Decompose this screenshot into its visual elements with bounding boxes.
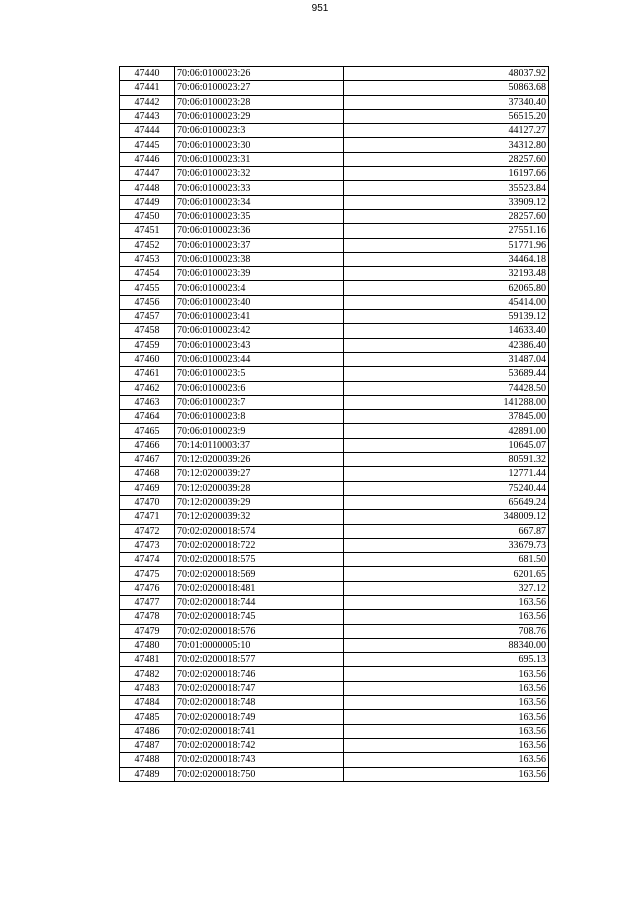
table-row xyxy=(120,310,549,324)
cadastral-number-cell: 70:06:0100023:33 xyxy=(175,181,344,195)
table-row xyxy=(120,367,549,381)
row-number-cell: 47471 xyxy=(120,510,175,524)
table-row xyxy=(120,167,549,181)
row-number-cell: 47441 xyxy=(120,81,175,95)
cadastral-number-cell: 70:02:0200018:746 xyxy=(175,667,344,681)
cadastral-number-cell: 70:12:0200039:29 xyxy=(175,495,344,509)
table-row xyxy=(120,352,549,366)
table-row xyxy=(120,224,549,238)
row-number-cell: 47472 xyxy=(120,524,175,538)
value-cell: 33679.73 xyxy=(344,538,549,552)
row-number-cell: 47460 xyxy=(120,352,175,366)
table-row xyxy=(120,424,549,438)
value-cell: 56515.20 xyxy=(344,109,549,123)
row-number-cell: 47484 xyxy=(120,696,175,710)
table-row xyxy=(120,681,549,695)
row-number-cell: 47462 xyxy=(120,381,175,395)
table-row xyxy=(120,295,549,309)
table-row xyxy=(120,710,549,724)
value-cell: 62065.80 xyxy=(344,281,549,295)
value-cell: 53689.44 xyxy=(344,367,549,381)
table-row xyxy=(120,195,549,209)
table-row xyxy=(120,753,549,767)
cadastral-number-cell: 70:06:0100023:41 xyxy=(175,310,344,324)
cadastral-number-cell: 70:06:0100023:42 xyxy=(175,324,344,338)
value-cell: 163.56 xyxy=(344,753,549,767)
value-cell: 16197.66 xyxy=(344,167,549,181)
table-row xyxy=(120,109,549,123)
table-row xyxy=(120,267,549,281)
value-cell: 48037.92 xyxy=(344,67,549,81)
row-number-cell: 47457 xyxy=(120,310,175,324)
cadastral-number-cell: 70:02:0200018:743 xyxy=(175,753,344,767)
value-cell: 88340.00 xyxy=(344,638,549,652)
value-cell: 10645.07 xyxy=(344,438,549,452)
value-cell: 42891.00 xyxy=(344,424,549,438)
table-row xyxy=(120,324,549,338)
cadastral-number-cell: 70:02:0200018:749 xyxy=(175,710,344,724)
cadastral-number-cell: 70:02:0200018:574 xyxy=(175,524,344,538)
cadastral-number-cell: 70:06:0100023:29 xyxy=(175,109,344,123)
row-number-cell: 47446 xyxy=(120,152,175,166)
row-number-cell: 47478 xyxy=(120,610,175,624)
row-number-cell: 47463 xyxy=(120,395,175,409)
row-number-cell: 47452 xyxy=(120,238,175,252)
cadastral-number-cell: 70:02:0200018:569 xyxy=(175,567,344,581)
value-cell: 695.13 xyxy=(344,653,549,667)
value-cell: 163.56 xyxy=(344,667,549,681)
table-row xyxy=(120,181,549,195)
table-row xyxy=(120,738,549,752)
table-row xyxy=(120,209,549,223)
table-row xyxy=(120,138,549,152)
row-number-cell: 47488 xyxy=(120,753,175,767)
cadastral-number-cell: 70:02:0200018:722 xyxy=(175,538,344,552)
value-cell: 45414.00 xyxy=(344,295,549,309)
value-cell: 75240.44 xyxy=(344,481,549,495)
value-cell: 80591.32 xyxy=(344,453,549,467)
value-cell: 163.56 xyxy=(344,595,549,609)
cadastral-number-cell: 70:02:0200018:745 xyxy=(175,610,344,624)
table-row xyxy=(120,553,549,567)
table-row xyxy=(120,338,549,352)
row-number-cell: 47444 xyxy=(120,124,175,138)
table-row xyxy=(120,481,549,495)
cadastral-number-cell: 70:02:0200018:742 xyxy=(175,738,344,752)
cadastral-number-cell: 70:06:0100023:8 xyxy=(175,410,344,424)
value-cell: 708.76 xyxy=(344,624,549,638)
data-table xyxy=(119,66,549,782)
value-cell: 141288.00 xyxy=(344,395,549,409)
cadastral-number-cell: 70:12:0200039:28 xyxy=(175,481,344,495)
table-row xyxy=(120,381,549,395)
row-number-cell: 47450 xyxy=(120,209,175,223)
row-number-cell: 47451 xyxy=(120,224,175,238)
cadastral-number-cell: 70:06:0100023:27 xyxy=(175,81,344,95)
table-row xyxy=(120,438,549,452)
value-cell: 327.12 xyxy=(344,581,549,595)
value-cell: 27551.16 xyxy=(344,224,549,238)
value-cell: 65649.24 xyxy=(344,495,549,509)
value-cell: 32193.48 xyxy=(344,267,549,281)
row-number-cell: 47449 xyxy=(120,195,175,209)
row-number-cell: 47468 xyxy=(120,467,175,481)
cadastral-number-cell: 70:06:0100023:6 xyxy=(175,381,344,395)
cadastral-number-cell: 70:02:0200018:576 xyxy=(175,624,344,638)
table-row xyxy=(120,595,549,609)
row-number-cell: 47474 xyxy=(120,553,175,567)
cadastral-number-cell: 70:12:0200039:26 xyxy=(175,453,344,467)
row-number-cell: 47440 xyxy=(120,67,175,81)
value-cell: 14633.40 xyxy=(344,324,549,338)
cadastral-number-cell: 70:06:0100023:37 xyxy=(175,238,344,252)
cadastral-number-cell: 70:06:0100023:3 xyxy=(175,124,344,138)
cadastral-number-cell: 70:12:0200039:27 xyxy=(175,467,344,481)
row-number-cell: 47459 xyxy=(120,338,175,352)
value-cell: 74428.50 xyxy=(344,381,549,395)
cadastral-number-cell: 70:06:0100023:7 xyxy=(175,395,344,409)
cadastral-number-cell: 70:06:0100023:36 xyxy=(175,224,344,238)
row-number-cell: 47467 xyxy=(120,453,175,467)
cadastral-number-cell: 70:01:0000005:10 xyxy=(175,638,344,652)
row-number-cell: 47481 xyxy=(120,653,175,667)
value-cell: 667.87 xyxy=(344,524,549,538)
row-number-cell: 47477 xyxy=(120,595,175,609)
value-cell: 44127.27 xyxy=(344,124,549,138)
cadastral-number-cell: 70:02:0200018:577 xyxy=(175,653,344,667)
table-row xyxy=(120,567,549,581)
table-row xyxy=(120,667,549,681)
value-cell: 37340.40 xyxy=(344,95,549,109)
value-cell: 163.56 xyxy=(344,724,549,738)
value-cell: 31487.04 xyxy=(344,352,549,366)
row-number-cell: 47480 xyxy=(120,638,175,652)
cadastral-number-cell: 70:06:0100023:30 xyxy=(175,138,344,152)
row-number-cell: 47485 xyxy=(120,710,175,724)
value-cell: 35523.84 xyxy=(344,181,549,195)
table-row xyxy=(120,124,549,138)
value-cell: 681.50 xyxy=(344,553,549,567)
cadastral-number-cell: 70:06:0100023:35 xyxy=(175,209,344,223)
cadastral-number-cell: 70:06:0100023:40 xyxy=(175,295,344,309)
cadastral-number-cell: 70:02:0200018:750 xyxy=(175,767,344,781)
row-number-cell: 47455 xyxy=(120,281,175,295)
cadastral-number-cell: 70:06:0100023:44 xyxy=(175,352,344,366)
row-number-cell: 47482 xyxy=(120,667,175,681)
table-row xyxy=(120,638,549,652)
row-number-cell: 47470 xyxy=(120,495,175,509)
cadastral-number-cell: 70:02:0200018:747 xyxy=(175,681,344,695)
cadastral-number-cell: 70:02:0200018:575 xyxy=(175,553,344,567)
cadastral-number-cell: 70:06:0100023:5 xyxy=(175,367,344,381)
row-number-cell: 47442 xyxy=(120,95,175,109)
table-row xyxy=(120,767,549,781)
table-row xyxy=(120,624,549,638)
page-number: 951 xyxy=(311,3,329,14)
cadastral-number-cell: 70:06:0100023:34 xyxy=(175,195,344,209)
table-row xyxy=(120,252,549,266)
row-number-cell: 47487 xyxy=(120,738,175,752)
value-cell: 12771.44 xyxy=(344,467,549,481)
cadastral-number-cell: 70:06:0100023:39 xyxy=(175,267,344,281)
cadastral-number-cell: 70:06:0100023:43 xyxy=(175,338,344,352)
table-row xyxy=(120,281,549,295)
cadastral-number-cell: 70:06:0100023:4 xyxy=(175,281,344,295)
value-cell: 163.56 xyxy=(344,696,549,710)
cadastral-number-cell: 70:02:0200018:741 xyxy=(175,724,344,738)
value-cell: 37845.00 xyxy=(344,410,549,424)
row-number-cell: 47476 xyxy=(120,581,175,595)
table-row xyxy=(120,524,549,538)
table-row xyxy=(120,610,549,624)
row-number-cell: 47456 xyxy=(120,295,175,309)
table-row xyxy=(120,724,549,738)
value-cell: 163.56 xyxy=(344,710,549,724)
cadastral-number-cell: 70:14:0110003:37 xyxy=(175,438,344,452)
value-cell: 28257.60 xyxy=(344,152,549,166)
value-cell: 34312.80 xyxy=(344,138,549,152)
value-cell: 33909.12 xyxy=(344,195,549,209)
cadastral-number-cell: 70:06:0100023:32 xyxy=(175,167,344,181)
table-row xyxy=(120,395,549,409)
value-cell: 163.56 xyxy=(344,767,549,781)
row-number-cell: 47473 xyxy=(120,538,175,552)
row-number-cell: 47486 xyxy=(120,724,175,738)
row-number-cell: 47447 xyxy=(120,167,175,181)
cadastral-number-cell: 70:02:0200018:481 xyxy=(175,581,344,595)
table-row xyxy=(120,81,549,95)
row-number-cell: 47489 xyxy=(120,767,175,781)
row-number-cell: 47464 xyxy=(120,410,175,424)
cadastral-number-cell: 70:06:0100023:38 xyxy=(175,252,344,266)
cadastral-number-cell: 70:06:0100023:31 xyxy=(175,152,344,166)
row-number-cell: 47466 xyxy=(120,438,175,452)
table-row xyxy=(120,67,549,81)
row-number-cell: 47454 xyxy=(120,267,175,281)
cadastral-number-cell: 70:06:0100023:28 xyxy=(175,95,344,109)
table-row xyxy=(120,538,549,552)
table-row xyxy=(120,467,549,481)
value-cell: 42386.40 xyxy=(344,338,549,352)
value-cell: 34464.18 xyxy=(344,252,549,266)
row-number-cell: 47448 xyxy=(120,181,175,195)
value-cell: 163.56 xyxy=(344,738,549,752)
row-number-cell: 47469 xyxy=(120,481,175,495)
value-cell: 51771.96 xyxy=(344,238,549,252)
value-cell: 59139.12 xyxy=(344,310,549,324)
table-body xyxy=(120,67,549,782)
row-number-cell: 47445 xyxy=(120,138,175,152)
table-row xyxy=(120,653,549,667)
table-row xyxy=(120,696,549,710)
table-row xyxy=(120,238,549,252)
value-cell: 50863.68 xyxy=(344,81,549,95)
row-number-cell: 47475 xyxy=(120,567,175,581)
row-number-cell: 47443 xyxy=(120,109,175,123)
cadastral-number-cell: 70:02:0200018:748 xyxy=(175,696,344,710)
table-row xyxy=(120,95,549,109)
table-row xyxy=(120,510,549,524)
value-cell: 28257.60 xyxy=(344,209,549,223)
value-cell: 348009.12 xyxy=(344,510,549,524)
row-number-cell: 47461 xyxy=(120,367,175,381)
row-number-cell: 47458 xyxy=(120,324,175,338)
cadastral-number-cell: 70:02:0200018:744 xyxy=(175,595,344,609)
table-row xyxy=(120,410,549,424)
value-cell: 6201.65 xyxy=(344,567,549,581)
value-cell: 163.56 xyxy=(344,610,549,624)
row-number-cell: 47479 xyxy=(120,624,175,638)
cadastral-number-cell: 70:12:0200039:32 xyxy=(175,510,344,524)
table-row xyxy=(120,453,549,467)
row-number-cell: 47453 xyxy=(120,252,175,266)
row-number-cell: 47465 xyxy=(120,424,175,438)
table-row xyxy=(120,495,549,509)
cadastral-number-cell: 70:06:0100023:26 xyxy=(175,67,344,81)
value-cell: 163.56 xyxy=(344,681,549,695)
table-row xyxy=(120,152,549,166)
row-number-cell: 47483 xyxy=(120,681,175,695)
cadastral-number-cell: 70:06:0100023:9 xyxy=(175,424,344,438)
table-row xyxy=(120,581,549,595)
